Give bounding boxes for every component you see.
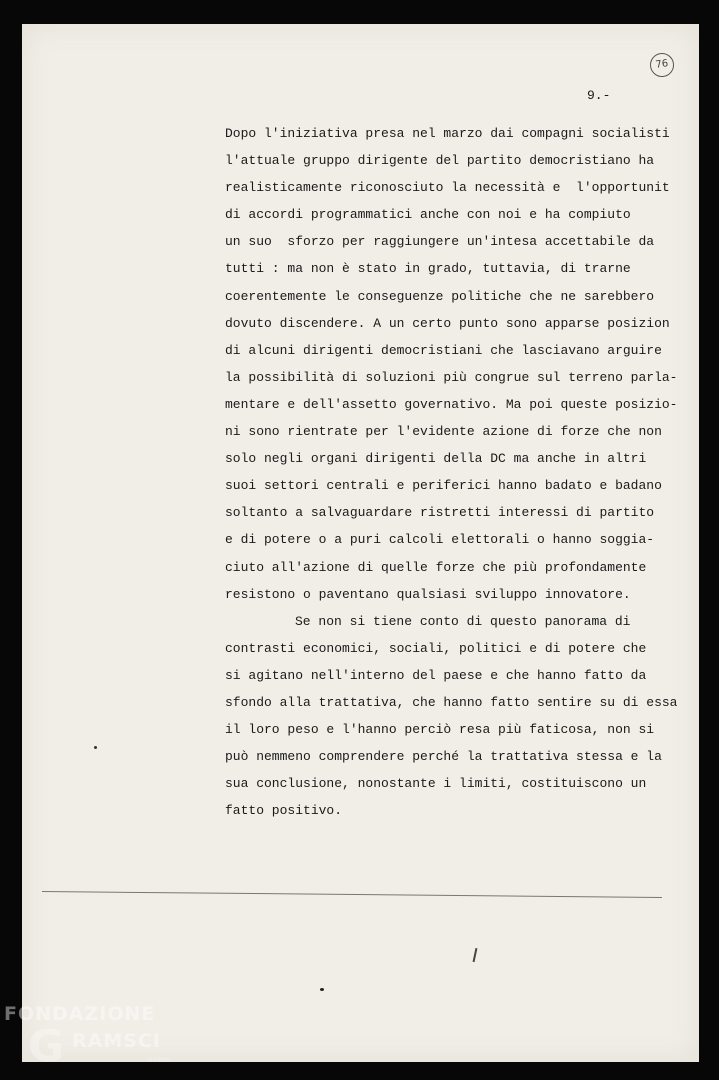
text-line: l'attuale gruppo dirigente del partito democristiano ha: [225, 153, 655, 169]
text-line: realisticamente riconosciuto la necessità e l'opportunit: [225, 180, 670, 196]
text-line: Se non si tiene conto di questo panorama di: [295, 613, 631, 629]
text-line: può nemmeno comprendere perché la trattativa stessa e la: [225, 749, 662, 765]
text-line: solo negli organi dirigenti della DC ma anche in altri: [225, 451, 647, 467]
watermark-line2: RAMSCI: [72, 1030, 161, 1052]
text-line: sfondo alla trattativa, che hanno fatto sentire su di essa: [225, 694, 678, 710]
text-line: un suo sforzo per raggiungere un'intesa accettabile da: [225, 234, 655, 250]
page-number: 9.-: [587, 88, 611, 103]
text-line: coerentemente le conseguenze politiche che ne sarebbero: [225, 288, 655, 304]
body-text: [225, 120, 695, 824]
paragraph-1: [225, 120, 695, 608]
pen-mark: [473, 948, 477, 962]
text-line: Dopo l'iniziativa presa nel marzo dai compagni socialisti: [225, 126, 670, 141]
text-line: soltanto a salvaguardare ristretti interessi di partito: [225, 505, 655, 521]
watermark-logo-letter: G: [28, 1021, 65, 1072]
horizontal-rule: [42, 891, 662, 898]
text-line: dovuto discendere. A un certo punto sono apparse posizion: [225, 315, 670, 331]
archive-stamp: 76: [648, 51, 675, 78]
text-line: e di potere o a puri calcoli elettorali o hanno soggia-: [225, 532, 655, 548]
text-line: il loro peso e l'hanno perciò resa più faticosa, non si: [225, 722, 655, 738]
paragraph-2: [225, 608, 695, 825]
text-line: contrasti economici, sociali, politici e di potere che: [225, 640, 647, 656]
typewritten-page: [22, 24, 699, 1062]
text-line: la possibilità di soluzioni più congrue sul terreno parla-: [225, 369, 678, 385]
text-line: resistono o paventano qualsiasi sviluppo innovatore.: [225, 586, 631, 602]
ink-dot: [94, 746, 97, 749]
text-line: sua conclusione, nonostante i limiti, costituiscono un: [225, 776, 647, 792]
text-line: suoi settori centrali e periferici hanno badato e badano: [225, 478, 662, 494]
text-line: ciuto all'azione di quelle forze che più profondamente: [225, 559, 647, 575]
ink-dot: [320, 988, 324, 991]
text-line: si agitano nell'interno del paese e che hanno fatto da: [225, 667, 647, 683]
text-line: di alcuni dirigenti democristiani che lasciavano arguire: [225, 342, 662, 358]
text-line: ni sono rientrate per l'evidente azione di forze che non: [225, 424, 662, 440]
archive-watermark: [2, 1000, 192, 1078]
text-line: tutti : ma non è stato in grado, tuttavia, di trarne: [225, 261, 631, 277]
text-line: di accordi programmatici anche con noi e ha compiuto: [225, 207, 631, 223]
watermark-suffix: onlus: [148, 1055, 170, 1064]
watermark-line1: FONDAZIONE: [4, 1003, 156, 1025]
text-line: fatto positivo.: [225, 803, 343, 819]
text-line: mentare e dell'assetto governativo. Ma poi queste posizio-: [225, 396, 678, 412]
